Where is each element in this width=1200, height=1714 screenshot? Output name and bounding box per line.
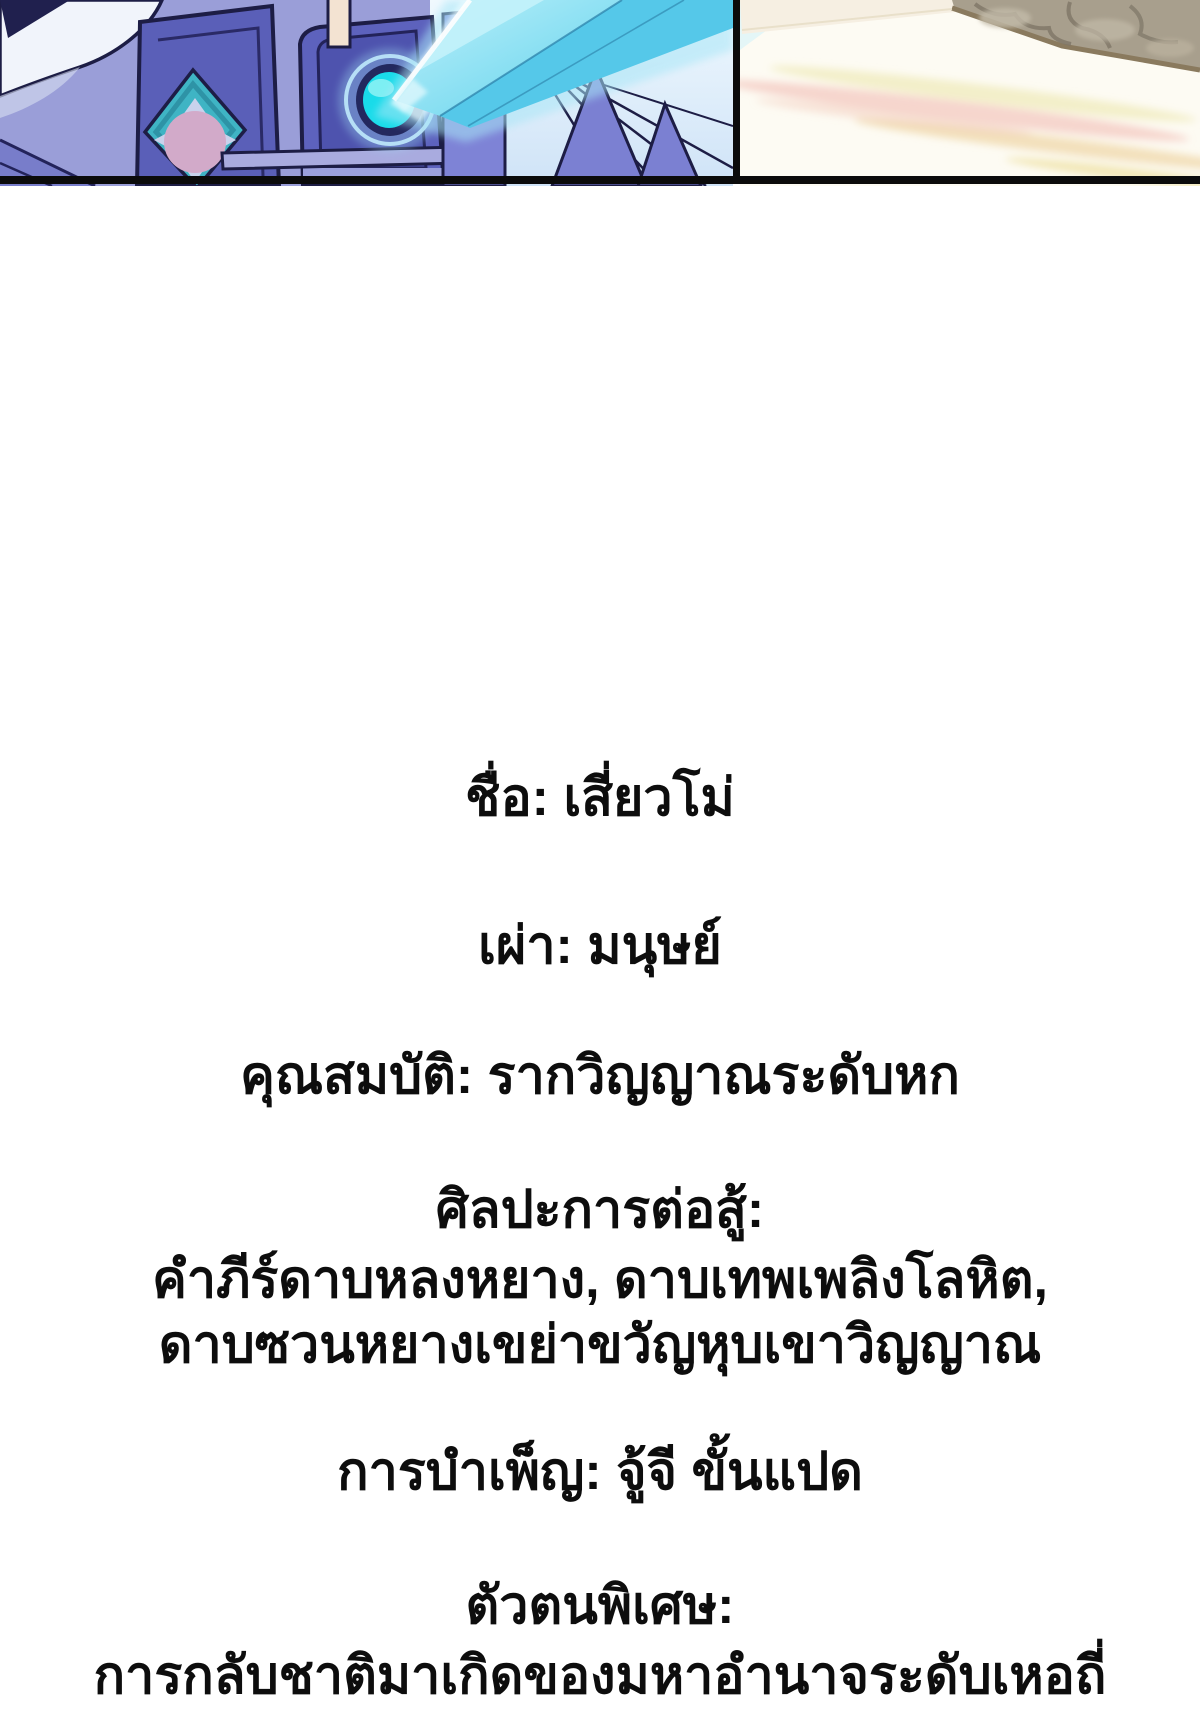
stat-special-title: ตัวตนพิเศษ: (465, 1577, 735, 1635)
stat-cultivation: การบำเพ็ญ: จู้จี ขั้นแปด (337, 1443, 863, 1501)
stat-arts-line2: ดาบซวนหยางเขย่าขวัญหุบเขาวิญญาณ (158, 1316, 1042, 1374)
stat-arts-line1: คำภีร์ดาบหลงหยาง, ดาบเทพเพลิงโลหิต, (152, 1251, 1048, 1309)
comic-panel-art (0, 0, 1200, 186)
panel-divider (733, 0, 740, 180)
comic-panel-image (0, 0, 1200, 186)
stat-attribute: คุณสมบัติ: รากวิญญาณระดับหก (240, 1047, 960, 1105)
stat-race: เผ่า: มนุษย์ (478, 917, 722, 975)
stat-special-line: การกลับชาติมาเกิดของมหาอำนาจระดับเหอถี่ (93, 1647, 1107, 1705)
panel-bottom-border (0, 176, 1200, 184)
stat-name: ชื่อ: เสี่ยวโม่ (465, 769, 735, 827)
stat-arts-title: ศิลปะการต่อสู้: (435, 1181, 765, 1239)
